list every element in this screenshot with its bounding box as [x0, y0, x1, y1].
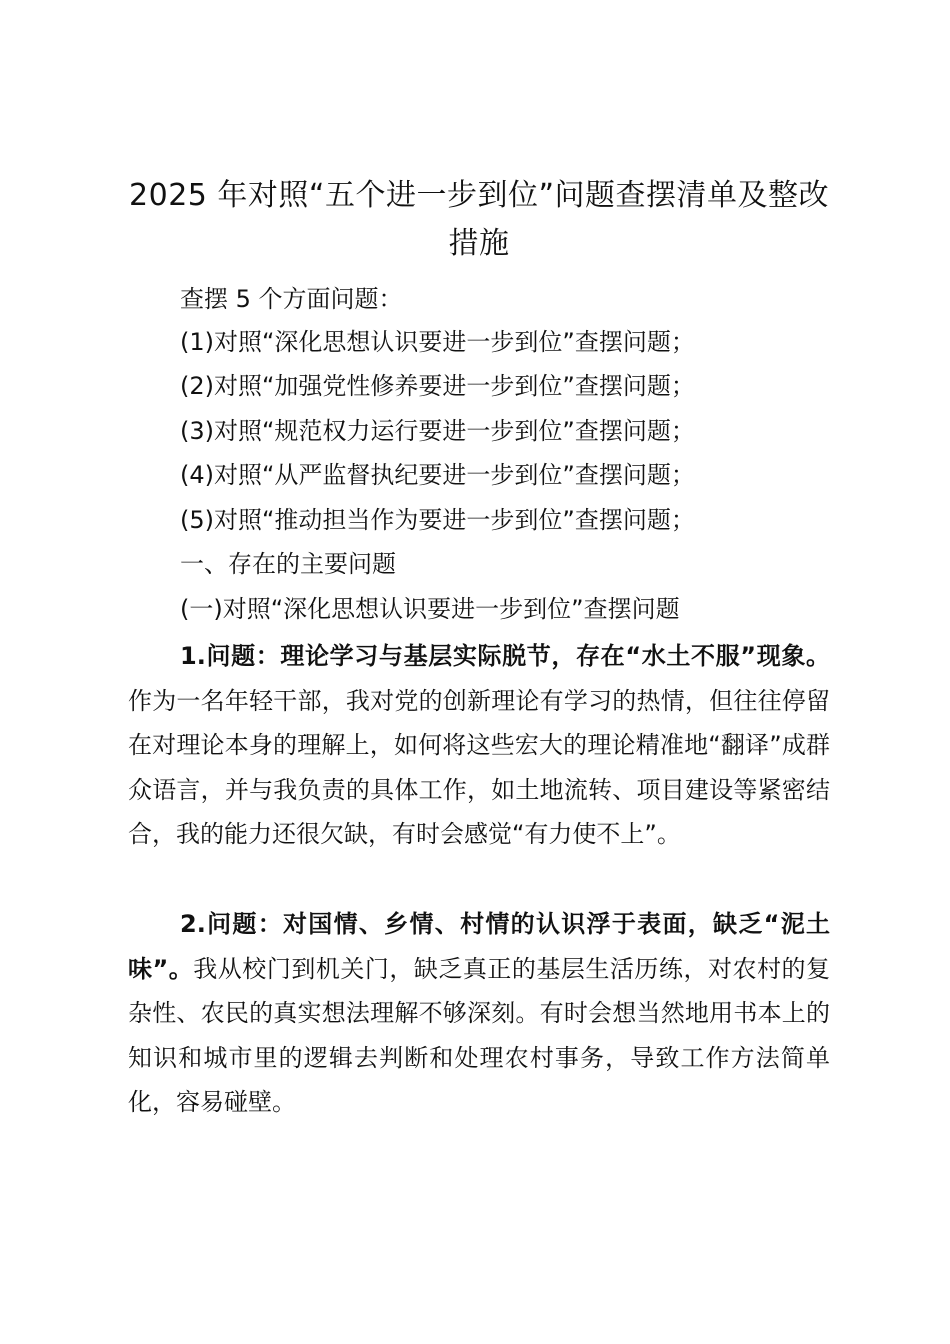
section-heading: 一、存在的主要问题	[180, 550, 396, 578]
intro-line: 查摆 5 个方面问题：	[180, 285, 403, 313]
list-item: (3)对照“规范权力运行要进一步到位”查摆问题；	[180, 417, 695, 445]
subsection-heading: (一)对照“深化思想认识要进一步到位”查摆问题	[180, 595, 680, 623]
list-item: (5)对照“推动担当作为要进一步到位”查摆问题；	[180, 506, 695, 534]
list-item: (4)对照“从严监督执纪要进一步到位”查摆问题；	[180, 461, 695, 489]
document-title: 2025 年对照“五个进一步到位”问题查摆清单及整改措施	[129, 178, 829, 261]
list-item: (2)对照“加强党性修养要进一步到位”查摆问题；	[180, 372, 695, 400]
problem-1-lead: 1.问题：理论学习与基层实际脱节，存在“水土不服”现象。	[180, 642, 830, 670]
list-item: (1)对照“深化思想认识要进一步到位”查摆问题；	[180, 328, 695, 356]
problem-2-lead: 2.问题：对国情、乡情、村情的认识浮于表面，缺乏“泥土味”。	[128, 910, 830, 983]
problem-1-paragraph	[128, 634, 830, 857]
problem-2-text: 我从校门到机关门，缺乏真正的基层生活历练，对农村的复杂性、农民的真实想法理解不够深刻。有时会想当然地用书本上的知识和城市里的逻辑去判断和处理农村事务，导致工作方法简单化，容易碰壁。	[128, 954, 830, 1116]
problem-1-text: 作为一名年轻干部，我对党的创新理论有学习的热情，但往往停留在对理论本身的理解上，如何将这些宏大的理论精准地“翻译”成群众语言，并与我负责的具体工作，如土地流转、项目建设等紧密结合，我的能力还很欠缺，有时会感觉“有力使不上”。	[128, 686, 830, 848]
problem-2-paragraph	[128, 902, 830, 1125]
